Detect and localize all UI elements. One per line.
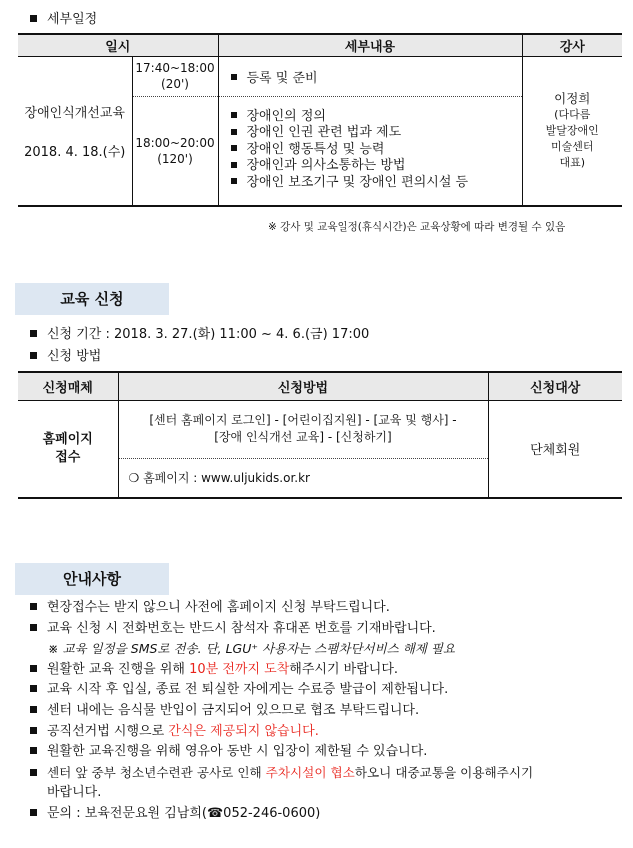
slot2-item: 장애인 인권 관련 법과 제도 — [246, 125, 402, 140]
bullet-icon — [30, 747, 37, 754]
notice-text: 현장접수는 받지 않으니 사전에 홈페이지 신청 부탁드립니다. — [47, 600, 390, 615]
schedule-heading-text: 세부일정 — [47, 12, 98, 27]
notice-item — [30, 680, 630, 701]
schedule-heading — [30, 8, 97, 27]
instructor-org-3: 미술센터 — [550, 139, 594, 153]
list-item — [231, 142, 522, 159]
course-cell — [18, 56, 132, 206]
bullet-icon — [30, 330, 37, 337]
col-header-target: 신청대상 — [488, 372, 622, 400]
course-name: 장애인식개선교육 — [24, 105, 125, 121]
notice-highlight: 주차시설이 협소 — [265, 764, 355, 780]
notice-item — [30, 722, 630, 743]
course-date: 2018. 4. 18.(수) — [24, 144, 126, 160]
application-table — [18, 371, 622, 499]
application-method-text: 신청 방법 — [47, 349, 102, 364]
slot2-item: 장애인의 정의 — [246, 108, 326, 124]
notice-item — [30, 660, 630, 681]
instructor-org-1: (다다름 — [554, 107, 591, 121]
medium-cell — [18, 400, 118, 498]
bullet-icon — [30, 603, 37, 610]
bullet-icon — [30, 352, 37, 359]
notice-text: 교육 신청 시 전화번호는 반드시 참석자 휴대폰 번호를 기재바랍니다. — [47, 620, 436, 636]
slot1-item: 등록 및 준비 — [246, 70, 318, 86]
slot1-duration: (20') — [161, 77, 189, 91]
slot1-time-cell — [132, 56, 218, 96]
homepage-link[interactable]: ❍ 홈페이지 : www.uljukids.or.kr — [128, 471, 310, 486]
notice-text: 문의 : 보육전문요원 김남희(☎052-246-0600) — [47, 805, 321, 821]
bullet-icon — [231, 129, 237, 135]
list-item — [231, 109, 522, 126]
notice-text: 해주시기 바랍니다. — [289, 661, 399, 677]
notice-item — [30, 804, 630, 825]
col-header-medium: 신청매체 — [18, 372, 118, 400]
schedule-table — [18, 33, 622, 207]
instructor-org-2: 발달장애인 — [545, 123, 599, 137]
notice-text: 센터 앞 중부 청소년수련관 공사로 인해 — [47, 764, 266, 780]
bullet-icon — [231, 112, 237, 118]
bullet-icon — [231, 162, 237, 168]
col-header-datetime: 일시 — [18, 34, 218, 56]
col-header-method: 신청방법 — [118, 372, 488, 400]
notice-item — [30, 619, 630, 640]
col-header-instructor: 강사 — [522, 34, 622, 56]
slot2-time-cell — [132, 96, 218, 206]
method-cell — [118, 400, 488, 458]
notice-text: 하오니 대중교통을 이용해주시기 — [354, 764, 534, 780]
notice-text: 원활한 교육진행을 위해 영유아 동반 시 입장이 제한될 수 있습니다. — [47, 744, 428, 760]
bullet-icon — [30, 769, 37, 776]
notice-continuation: 바랍니다. — [47, 785, 102, 801]
slot2-item: 장애인과 의사소통하는 방법 — [246, 158, 406, 173]
slot2-time: 18:00~20:00 — [135, 135, 215, 150]
notice-item — [30, 701, 630, 722]
bullet-icon — [30, 685, 37, 692]
instructor-cell — [522, 56, 622, 206]
bullet-icon — [30, 809, 37, 816]
list-item — [231, 175, 522, 192]
slot2-item: 장애인 보조기구 및 장애인 편의시설 등 — [246, 174, 469, 190]
slot1-content-cell — [218, 56, 522, 96]
bullet-icon — [30, 706, 37, 713]
notice-subnote: ※ 교육 일정을 SMS로 전송. 단, LGU⁺ 사용자는 스팸차단서비스 해제 필요 — [48, 641, 456, 657]
slot2-duration: (120') — [157, 151, 193, 166]
bullet-icon — [231, 74, 237, 80]
instructor-name: 이정희 — [554, 90, 591, 106]
medium-line-1: 홈페이지 — [42, 431, 93, 447]
application-period-text: 신청 기간 : 2018. 3. 27.(화) 11:00 ~ 4. 6.(금) 17:00 — [47, 327, 370, 342]
notice-item — [30, 763, 630, 784]
application-method-label — [30, 345, 101, 364]
section-title-notice: 안내사항 — [15, 563, 169, 595]
notice-text: 센터 내에는 음식물 반입이 금지되어 있으므로 협조 부탁드립니다. — [47, 702, 420, 718]
bullet-icon — [30, 15, 37, 22]
slot2-content-cell — [218, 96, 522, 206]
slot2-item: 장애인 행동특성 및 능력 — [246, 141, 385, 157]
target-cell: 단체회원 — [530, 443, 581, 459]
bullet-icon — [30, 727, 37, 734]
section-title-application: 교육 신청 — [15, 283, 169, 315]
notice-text: 원활한 교육 진행을 위해 — [47, 661, 190, 677]
schedule-note: ※ 강사 및 교육일정(휴식시간)은 교육상황에 따라 변경될 수 있음 — [268, 221, 566, 233]
notice-highlight: 간식은 제공되지 않습니다. — [168, 723, 319, 739]
list-item — [231, 125, 522, 142]
col-header-content: 세부내용 — [218, 34, 522, 56]
medium-line-2: 접수 — [55, 449, 81, 465]
homepage-cell — [118, 458, 488, 498]
notice-list — [30, 598, 630, 825]
bullet-icon — [231, 178, 237, 184]
notice-highlight: 10분 전까지 도착 — [189, 661, 290, 677]
notice-text: 교육 시작 후 입실, 종료 전 퇴실한 자에게는 수료증 발급이 제한됩니다. — [47, 682, 449, 698]
application-period — [30, 323, 369, 342]
method-line-2: [장애 인식개선 교육] - [신청하기] — [214, 430, 392, 444]
slot1-time: 17:40~18:00 — [135, 61, 215, 75]
bullet-icon — [231, 145, 237, 151]
instructor-org-4: 대표) — [559, 155, 586, 169]
notice-text: 공직선거법 시행으로 — [47, 723, 169, 739]
notice-item — [30, 742, 630, 763]
bullet-icon — [30, 624, 37, 631]
method-line-1: [센터 홈페이지 로그인] - [어린이집지원] - [교육 및 행사] - — [149, 413, 457, 427]
bullet-icon — [30, 665, 37, 672]
list-item — [231, 158, 522, 175]
notice-item — [30, 598, 630, 619]
